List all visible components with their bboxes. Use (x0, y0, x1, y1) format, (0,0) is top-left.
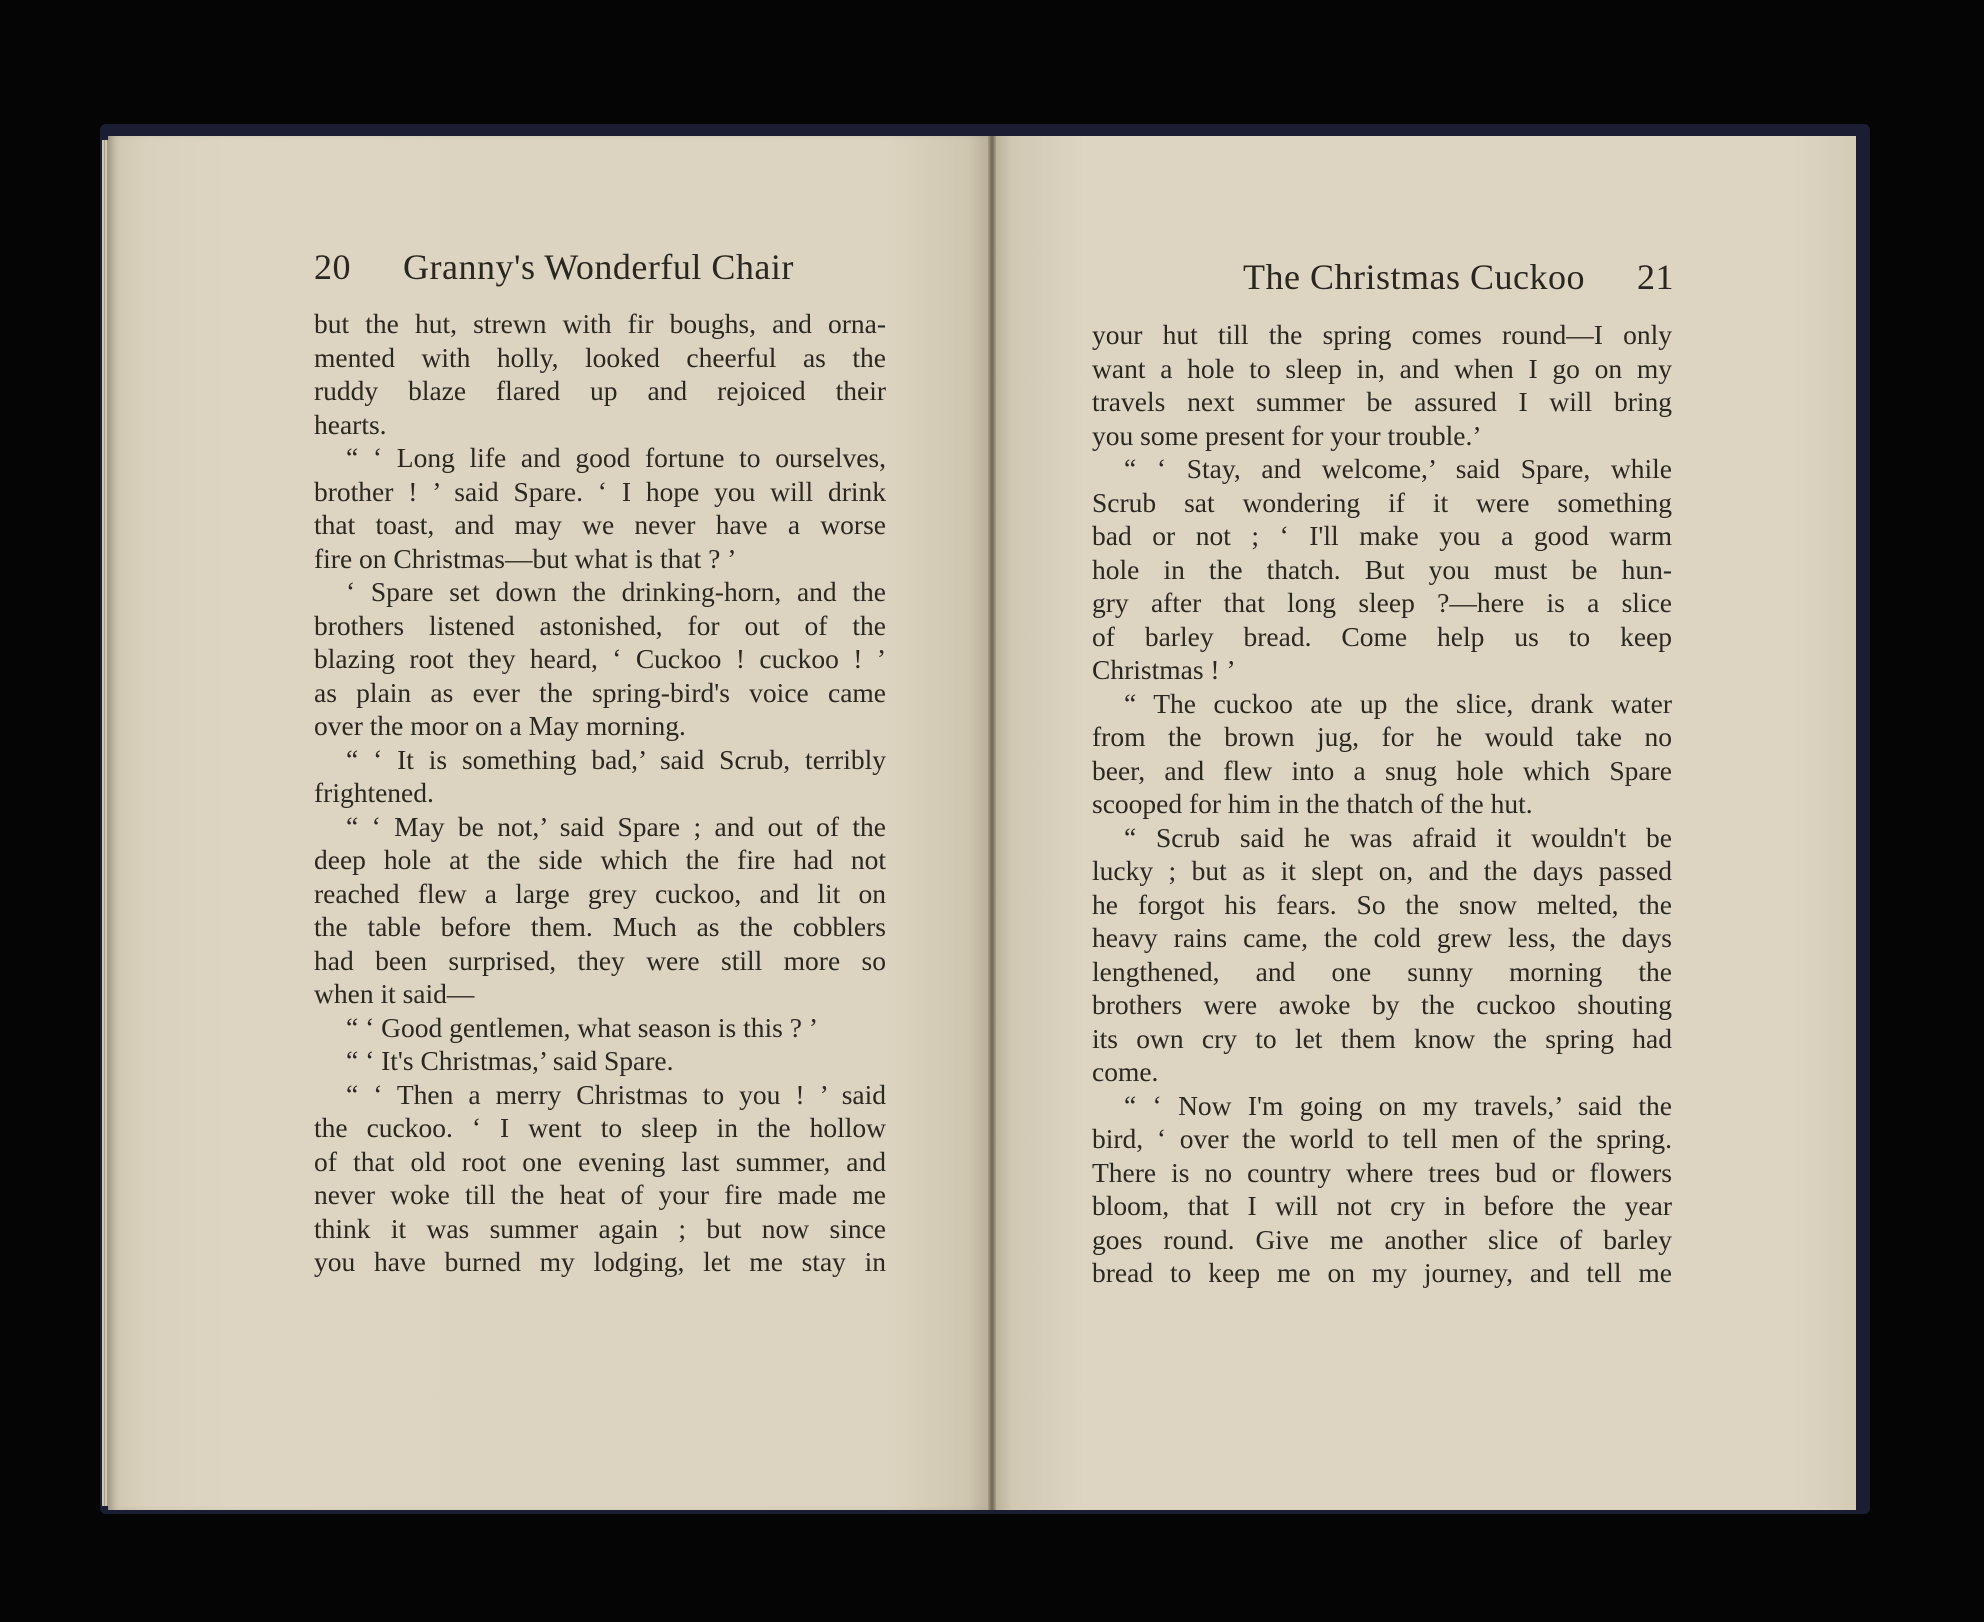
text-line: ruddy blaze flared up and rejoiced their (314, 375, 886, 406)
right-page-number: 21 (1637, 257, 1674, 297)
right-page-header (1243, 256, 1674, 298)
text-line: heavy rains came, the cold grew less, the days (1092, 922, 1672, 953)
text-line: but the hut, strewn with fir boughs, and orna- (314, 308, 886, 339)
text-line: “ ‘ May be not,’ said Spare ; and out of the (346, 810, 886, 842)
text-line: of that old root one evening last summer, and (314, 1145, 886, 1177)
text-line: hole in the thatch. But you must be hun- (1092, 553, 1672, 585)
text-line: fire on Christmas—but what is that ? ’ (314, 542, 737, 574)
text-line: scooped for him in the thatch of the hut. (1092, 788, 1533, 819)
text-line: when it said— (314, 978, 475, 1009)
text-line: goes round. Give me another slice of barley (1092, 1223, 1672, 1255)
text-line: think it was summer again ; but now since (314, 1212, 886, 1244)
left-page-header (314, 246, 794, 288)
text-line: travels next summer be assured I will bring (1092, 386, 1672, 417)
text-line: hearts. (314, 408, 387, 440)
text-line: gry after that long sleep ?—here is a slice (1092, 587, 1672, 618)
right-running-head: The Christmas Cuckoo (1243, 257, 1585, 297)
text-line: the cuckoo. ‘ I went to sleep in the hollow (314, 1112, 886, 1143)
text-line: come. (1092, 1056, 1159, 1087)
text-line: bad or not ; ‘ I'll make you a good warm (1092, 520, 1672, 551)
left-page-text (314, 307, 886, 1279)
text-line: blazing root they heard, ‘ Cuckoo ! cuckoo ! ’ (314, 643, 886, 674)
text-line: frightened. (314, 777, 434, 808)
text-line: you some present for your trouble.’ (1092, 419, 1482, 451)
text-line: its own cry to let them know the spring had (1092, 1022, 1672, 1054)
text-line: brother ! ’ said Spare. ‘ I hope you will drink (314, 475, 886, 507)
text-line: as plain as ever the spring-bird's voice came (314, 676, 886, 708)
text-line: over the moor on a May morning. (314, 710, 686, 741)
text-line: “ Scrub said he was afraid it wouldn't be (1124, 821, 1672, 853)
text-line: ‘ Spare set down the drinking-horn, and the (346, 576, 886, 607)
text-line: “ ‘ Now I'm going on my travels,’ said the (1124, 1089, 1672, 1121)
text-line: bloom, that I will not cry in before the year (1092, 1190, 1672, 1221)
text-line: Scrub sat wondering if it were something (1092, 486, 1672, 518)
text-line: “ ‘ It's Christmas,’ said Spare. (346, 1045, 674, 1076)
text-line: beer, and flew into a snug hole which Spare (1092, 754, 1672, 786)
text-line: brothers were awoke by the cuckoo shouting (1092, 989, 1672, 1020)
left-page-number: 20 (314, 247, 351, 287)
text-line: want a hole to sleep in, and when I go on my (1092, 352, 1672, 384)
text-line: lucky ; but as it slept on, and the days passed (1092, 855, 1672, 886)
text-line: “ ‘ Stay, and welcome,’ said Spare, while (1124, 453, 1672, 484)
text-line: reached flew a large grey cuckoo, and lit on (314, 877, 886, 909)
text-line: “ ‘ Then a merry Christmas to you ! ’ said (346, 1078, 886, 1110)
text-line: bird, ‘ over the world to tell men of the spring. (1092, 1123, 1672, 1154)
text-line: you have burned my lodging, let me stay in (314, 1246, 886, 1277)
text-line: Christmas ! ’ (1092, 654, 1236, 685)
text-line: never woke till the heat of your fire made me (314, 1179, 886, 1210)
text-line: bread to keep me on my journey, and tell me (1092, 1257, 1672, 1288)
text-line: deep hole at the side which the fire had not (314, 844, 886, 875)
text-line: that toast, and may we never have a worse (314, 509, 886, 540)
text-line: “ The cuckoo ate up the slice, drank water (1124, 687, 1672, 719)
text-line: he forgot his fears. So the snow melted, the (1092, 888, 1672, 920)
text-line: “ ‘ Long life and good fortune to ourselves, (346, 442, 886, 473)
text-line: of barley bread. Come help us to keep (1092, 620, 1672, 652)
text-line: “ ‘ It is something bad,’ said Scrub, terribly (346, 743, 886, 775)
text-line: the table before them. Much as the cobblers (314, 911, 886, 942)
book-gutter (988, 136, 996, 1510)
text-line: mented with holly, looked cheerful as the (314, 341, 886, 373)
left-running-head: Granny's Wonderful Chair (403, 247, 794, 287)
text-line: brothers listened astonished, for out of the (314, 609, 886, 641)
text-line: “ ‘ Good gentlemen, what season is this ? ’ (346, 1011, 818, 1043)
text-line: lengthened, and one sunny morning the (1092, 955, 1672, 987)
text-line: had been surprised, they were still more so (314, 944, 886, 976)
text-line: your hut till the spring comes round—I only (1092, 319, 1672, 350)
text-line: from the brown jug, for he would take no (1092, 721, 1672, 752)
text-line: There is no country where trees bud or flowers (1092, 1156, 1672, 1188)
right-page-text (1092, 318, 1672, 1290)
